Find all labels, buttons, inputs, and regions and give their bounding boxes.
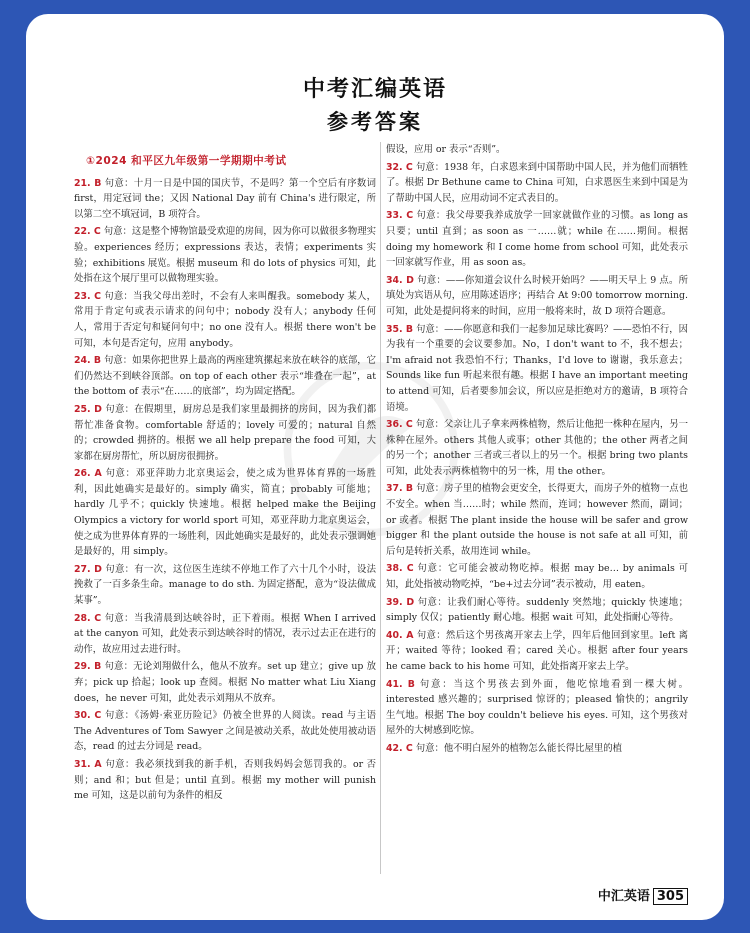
answer-explanation: 句意：然后这个男孩离开家去上学，四年后他回到家里。left 离开；waited 等待；looked 看；cared 关心。根据 after four years he came back to his home 可知，此处指离开家去上学。 <box>386 629 688 672</box>
answer-item <box>386 208 688 270</box>
answer-item <box>74 708 376 755</box>
answer-number: 30. C <box>74 710 102 722</box>
answer-item <box>74 289 376 351</box>
answer-page <box>26 14 724 920</box>
answer-number: 34. D <box>386 274 414 286</box>
answer-number: 26. A <box>74 468 102 480</box>
answer-number: 37. B <box>386 483 414 495</box>
answer-number: 22. C <box>74 226 101 238</box>
answer-number: 23. C <box>74 290 101 302</box>
answer-number: 32. C <box>386 161 413 173</box>
page-subtitle: 参考答案 <box>327 110 423 134</box>
answer-explanation: 句意：在假期里，厨房总是我们家里最拥挤的房间，因为我们都帮忙准备食物。comfortable 舒适的；lovely 可爱的；natural 自然的；crowded 拥挤的。根据 we all help prepare the food 可知，大家都在厨房帮忙，所以厨房很拥挤。 <box>74 403 376 462</box>
answer-item <box>74 402 376 464</box>
answer-item <box>386 595 688 626</box>
answer-item <box>386 481 688 559</box>
answer-explanation: 句意：——你知道会议什么时候开始吗？——明天早上 9 点。所填处为宾语从句，应用陈述语序；再结合 At 9:00 tomorrow morning. 可知，此处是提问将来的时间，应用一般将来时，故 D 项符合题意。 <box>386 274 688 317</box>
answer-explanation: 句意：这是整个博物馆最受欢迎的房间，因为你可以做很多物理实验。experiences 经历；expressions 表达，表情；experiments 实验；exhibitions 展览。根据 museum 和 do lots of physics 可知，此处指在这个展厅里可以做物理实验。 <box>74 226 376 285</box>
answer-number: 28. C <box>74 612 102 624</box>
answer-explanation: 句意：让我们耐心等待。suddenly 突然地；quickly 快速地；simply 仅仅；patiently 耐心地。根据 wait 可知，此处指耐心等待。 <box>386 596 689 624</box>
column-divider <box>380 142 381 874</box>
answer-explanation: 句意：如果你把世界上最高的两座建筑摞起来放在峡谷的底部，它们仍然达不到峡谷顶部。on top of each other 表示“堆叠在一起”，at the bottom of 表示“在……的底部”，均为固定搭配。 <box>74 355 376 398</box>
answer-number: 36. C <box>386 419 413 431</box>
answer-explanation: 句意：——你愿意和我们一起参加足球比赛吗？——恐怕不行，因为我有一个重要的会议要参加。No，I don't want to 不，我不想去；I'm afraid not 我恐怕不行；Thanks，I'd love to 谢谢，我乐意去；Sounds like fun 听起来很有趣。根据 I have an important meeting to attend 可知，后者要参加会议，所以应是拒绝对方的邀请，B 项符合语境。 <box>386 323 688 413</box>
answer-item <box>386 741 688 757</box>
answer-explanation: 句意：1938 年，白求恩来到中国帮助中国人民，并为他们而牺牲了。根据 Dr Bethune came to China 可知，白求恩医生来到中国是为了帮助中国人民，应用动词不定式表目的。 <box>386 161 688 204</box>
answer-number: 25. D <box>74 403 102 415</box>
answer-number: 42. C <box>386 742 413 754</box>
answer-item <box>74 353 376 400</box>
answer-number: 31. A <box>74 758 102 770</box>
page-footer <box>598 885 688 904</box>
answer-number: 29. B <box>74 661 102 673</box>
answer-explanation: 句意：有一次，这位医生连续不停地工作了六十几个小时，设法挽救了一百多条生命。manage to do sth. 为固定搭配，意为“设法做成某事”。 <box>74 563 376 607</box>
right-answer-list <box>386 160 688 757</box>
answer-item <box>386 628 688 675</box>
answer-number: 38. C <box>386 563 414 575</box>
answer-explanation: 句意：我父母要我养成放学一回家就做作业的习惯。as long as 只要；until 直到；as soon as 一……就；while 在……期间。根据 doing my homework 和 I come home from school 可知，此处表示一回家就写作业，用 as soon as。 <box>386 210 688 269</box>
answer-item <box>74 466 376 560</box>
answer-explanation: 句意：我必须找到我的新手机，否则我妈妈会惩罚我的。or 否则；and 和；but 但是；until 直到。根据 my mother will punish me 可知，这是以前句为条件的相反 <box>74 758 376 802</box>
answer-explanation: 句意：父亲让儿子拿来两株植物，然后让他把一株种在屋内，另一株种在屋外。others 其他人或事；other 其他的；the other 两者之间的另一个；another 三者或三者以上的另一个。根据 bring two plants 可知，此处表示两株植物中的另一株，用 the other。 <box>386 419 688 477</box>
answer-explanation: 句意：当这个男孩去到外面，他吃惊地看到一棵大树。interested 感兴趣的；surprised 惊讶的；pleased 愉快的；angrily 生气地。根据 The boy couldn't believe his eyes. 可知，这个男孩对屋外的大树感到吃惊。 <box>386 678 688 737</box>
answer-item <box>386 322 688 416</box>
answer-explanation: 句意：当我清晨到达峡谷时，正下着雨。根据 When I arrived at the canyon 可知，此处表示到达峡谷时的情况，表示过去正在进行的动作，故应用过去进行时。 <box>74 612 376 655</box>
right-column <box>386 142 688 759</box>
answer-number: 39. D <box>386 596 415 608</box>
answer-explanation: 句意：它可能会被动物吃掉。根据 may be… by animals 可知，此处指被动物吃掉，“be+过去分词”表示被动，用 eaten。 <box>386 563 688 591</box>
left-column <box>74 142 376 806</box>
footer-label: 中汇英语 <box>597 889 650 904</box>
answer-item <box>386 273 688 320</box>
answer-explanation: 句意：邓亚萍助力北京奥运会，使之成为世界体育界的一场胜利，因此她确实是最好的。simply 确实，简直；probably 可能地；hardly 几乎不；quickly 快速地。根据 helped make the Beijing Olympics a victory for world sport 可知，邓亚萍助力北京奥运会，使之成为世界体育界的一场胜利，因此她确实是最好的，此处表示强调她是最好的，用 simply。 <box>74 468 376 558</box>
answer-number: 33. C <box>386 210 414 222</box>
answer-number: 27. D <box>74 563 102 575</box>
page-number: 305 <box>653 888 688 905</box>
answer-number: 40. A <box>386 629 414 641</box>
answer-item <box>386 561 688 592</box>
answer-item <box>74 757 376 804</box>
continued-text: 假设，应用 or 表示“否则”。 <box>386 144 506 155</box>
answer-item <box>386 160 688 207</box>
answer-explanation: 句意：十月一日是中国的国庆节，不是吗？第一个空后有序数词 first，用定冠词 the；又因 National Day 前有 China's 进行限定，所以第二空不填冠词，B 项符合。 <box>74 177 376 220</box>
answer-explanation: 句意：《汤姆·索亚历险记》仍被全世界的人阅读。read 与主语 The Adventures of Tom Sawyer 之间是被动关系，故此处使用被动语态，read 的过去分词是 read。 <box>74 710 376 753</box>
section-title: ①2024 和平区九年级第一学期期中考试 <box>86 155 287 167</box>
answer-explanation: 句意：当我父母出差时，不会有人来叫醒我。somebody 某人，常用于肯定句或表示请求的问句中；nobody 没有人；anybody 任何人，常用于否定句和疑问句中；no one 没有人。根据 there won't be 可知，本句是否定句，应用 anybody。 <box>74 290 376 349</box>
answer-item <box>74 224 376 286</box>
page-title: 中考汇编英语 <box>302 77 447 102</box>
left-answer-list <box>74 176 376 804</box>
answer-number: 24. B <box>74 355 102 367</box>
answer-number: 21. B <box>74 177 102 189</box>
answer-explanation: 句意：他不明白屋外的植物怎么能长得比屋里的植 <box>415 742 623 754</box>
answer-explanation: 句意：房子里的植物会更安全，长得更大，而房子外的植物一点也不安全。when 当……时；while 然而，连词；however 然而，副词；or 或者。根据 The plant inside the house will be safer and grow bigger 和 the plant outside the house is not safe at all 可知，前后句是转折关系，故用连词 while。 <box>386 483 688 557</box>
answer-item <box>74 176 376 223</box>
answer-item <box>386 417 688 479</box>
answer-number: 41. B <box>386 678 415 690</box>
answer-item <box>74 659 376 706</box>
answer-number: 35. B <box>386 323 414 335</box>
answer-item <box>74 611 376 658</box>
answer-explanation: 句意：无论刘翔做什么，他从不放弃。set up 建立；give up 放弃；pick up 拾起；look up 查阅。根据 No matter what Liu Xiang does，he never 可知，此处表示刘翔从不放弃。 <box>74 661 376 704</box>
answer-item <box>386 677 688 739</box>
answer-item <box>74 562 376 609</box>
